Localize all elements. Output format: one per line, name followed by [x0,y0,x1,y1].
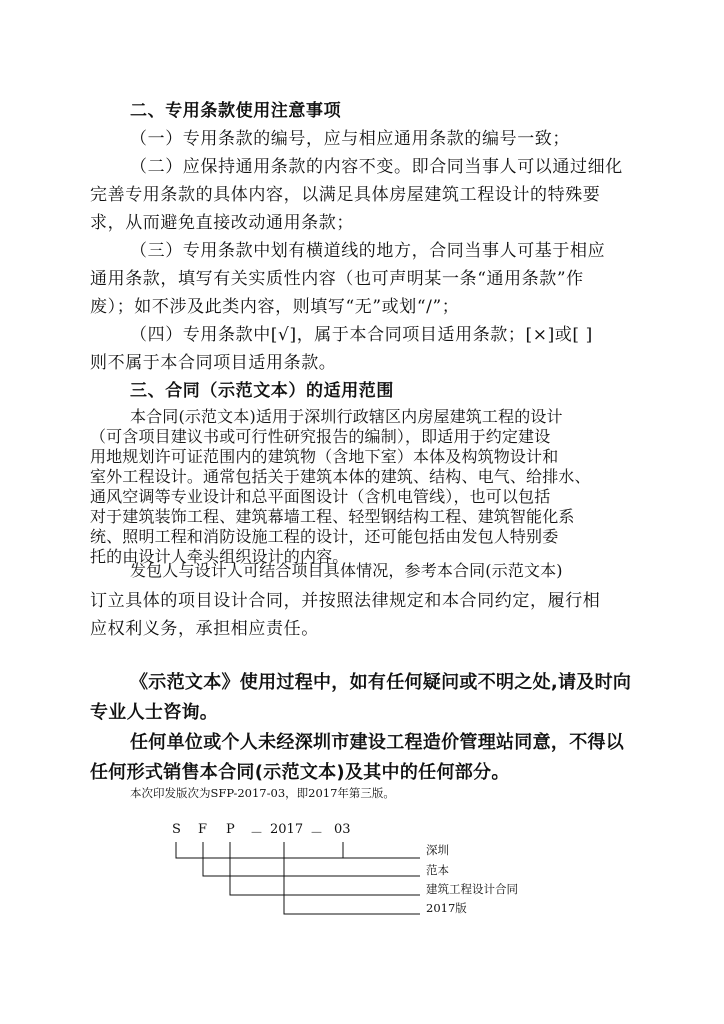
section2-item-3-cont2: 废）；如不涉及此类内容，则填写“无”或划“/”； [90,297,460,317]
contract-line-3: 应权利义务，承担相应责任。 [90,619,319,639]
notice-line-1: 《示范文本》使用过程中，如有任何疑问或不明之处,请及时向 [130,672,632,693]
code-dash-1: － [250,826,264,841]
section2-item-4-cont: 则不属于本合同项目适用条款。 [90,353,337,373]
section2-item-2: （二）应保持通用条款的内容不变。即合同当事人可以通过细化 [130,157,623,177]
section2-item-2-cont2: 求，从而避免直接改动通用条款； [90,213,354,233]
notice-line-3: 任何单位或个人未经深圳市建设工程造价管理站同意，不得以 [130,732,625,753]
legend-edition: 2017版 [426,901,467,915]
contract-line-1: 发包人与设计人可结合项目具体情况，参考本合同(示范文本) [130,561,563,580]
scope-line-4: 室外工程设计。通常包括关于建筑本体的建筑、结构、电气、给排水、 [90,467,591,486]
connector-year [284,842,420,914]
notice-line-2: 专业人士咨询。 [90,702,219,723]
section2-item-1: （一）专用条款的编号，应与相应通用条款的编号一致； [130,129,570,149]
scope-line-7: 统、照明工程和消防设施工程的设计，还可能包括由发包人特别委 [90,527,559,546]
code-part-s: S [172,822,181,837]
legend-template: 范本 [426,863,449,877]
section3-heading: 三、合同（示范文本）的适用范围 [130,381,394,401]
scope-line-1: 本合同(示范文本)适用于深圳行政辖区内房屋建筑工程的设计 [130,407,563,426]
section2-item-3-cont1: 通用条款，填写有关实质性内容（也可声明某一条“通用条款”作 [90,269,584,289]
contract-line-2: 订立具体的项目设计合同，并按照法律规定和本合同约定，履行相 [90,591,601,611]
code-part-p: P [226,822,235,837]
code-part-f: F [198,822,208,837]
scope-line-2: （可含项目建议书或可行性研究报告的编制），即适用于约定建设 [90,427,551,446]
section2-item-3: （三）专用条款中划有横道线的地方，合同当事人可基于相应 [130,241,606,261]
code-part-edition: 03 [334,822,351,837]
legend-shenzhen: 深圳 [426,843,449,857]
section2-item-2-cont1: 完善专用条款的具体内容，以满足具体房屋建筑工程设计的特殊要 [90,185,601,205]
section2-item-4: （四）专用条款中[√]，属于本合同项目适用条款；[×]或[ ] [130,325,593,345]
connector-p [230,842,420,895]
scope-line-5: 通风空调等专业设计和总平面图设计（含机电管线），也可以包括 [90,487,551,506]
scope-line-8: 托的由设计人牵头组织设计的内容。 [90,547,349,566]
connector-s [176,842,420,858]
version-note: 本次印发版次为SFP-2017-03，即2017年第三版。 [130,786,395,800]
code-dash-2: － [310,826,324,841]
scope-line-6: 对于建筑装饰工程、建筑幕墙工程、轻型钢结构工程、建筑智能化系 [90,507,575,526]
legend-contract-type: 建筑工程设计合同 [426,882,518,896]
code-part-year: 2017 [270,822,304,837]
notice-line-4: 任何形式销售本合同(示范文本)及其中的任何部分。 [90,762,510,783]
scope-line-3: 用地规划许可证范围内的建筑物（含地下室）本体及构筑物设计和 [90,447,559,466]
section2-heading: 二、专用条款使用注意事项 [130,101,342,121]
connector-f [203,842,420,876]
